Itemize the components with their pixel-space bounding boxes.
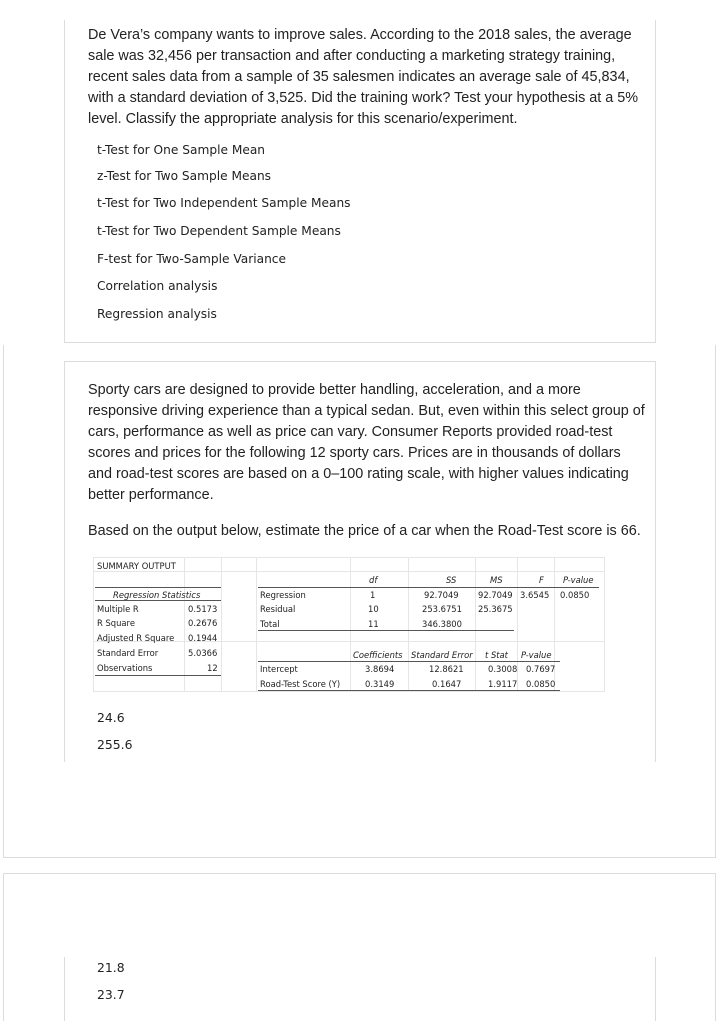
coef-header-t-stat: t Stat: [485, 650, 508, 660]
coef-value: 3.8694: [365, 664, 395, 674]
coef-header-p-value: P-value: [521, 650, 552, 660]
option-f-test[interactable]: F-test for Two-Sample Variance: [97, 252, 287, 266]
anova-header-f: F: [539, 575, 544, 585]
stat-label: R Square: [97, 618, 135, 628]
anova-ss: 253.6751: [422, 604, 462, 614]
coef-se: 0.1647: [432, 679, 462, 689]
anova-source: Total: [260, 619, 280, 629]
anova-header-p: P-value: [563, 575, 594, 585]
anova-header-df: df: [369, 575, 378, 585]
anova-df: 11: [368, 619, 379, 629]
stat-value: 12: [207, 663, 218, 673]
coef-t: 0.3008: [488, 664, 518, 674]
question-2-text: Sporty cars are designed to provide better handling, acceleration, and a more responsive driving experience than a typical sedan. But, even within this select group of cars, performance as well as price can vary. Consumer Reports provided road-test scores and prices for the following 12 sporty cars. Prices are in thousands of dollars and road-test scores are based on a 0–100 rating scale, with higher values indicating better performance.: [88, 382, 645, 503]
coef-p: 0.0850: [526, 679, 556, 689]
coef-p: 0.7697: [526, 664, 556, 674]
anova-header-ss: SS: [446, 575, 457, 585]
option-t-test-independent[interactable]: t-Test for Two Independent Sample Means: [97, 196, 351, 210]
answer-option-2[interactable]: 255.6: [97, 737, 133, 752]
regression-statistics-header: Regression Statistics: [113, 590, 201, 600]
stat-value: 0.5173: [188, 604, 218, 614]
stat-label: Multiple R: [97, 604, 139, 614]
regression-output-table: [93, 557, 605, 692]
anova-header-ms: MS: [490, 575, 503, 585]
anova-ss: 346.3800: [422, 619, 462, 629]
answer-option-1[interactable]: 24.6: [97, 710, 125, 725]
option-correlation[interactable]: Correlation analysis: [97, 279, 218, 293]
option-regression[interactable]: Regression analysis: [97, 307, 217, 321]
anova-ms: 25.3675: [478, 604, 513, 614]
anova-ms: 92.7049: [478, 590, 513, 600]
stat-value: 5.0366: [188, 648, 218, 658]
coef-header-standard-error: Standard Error: [411, 650, 473, 660]
option-t-test-dependent[interactable]: t-Test for Two Dependent Sample Means: [97, 224, 341, 238]
coef-value: 0.3149: [365, 679, 395, 689]
answer-option-4[interactable]: 23.7: [97, 987, 125, 1002]
question-2-prompt: Based on the output below, estimate the price of a car when the Road-Test score is 66.: [88, 523, 641, 539]
stat-label: Adjusted R Square: [97, 633, 175, 643]
stat-value: 0.1944: [188, 633, 218, 643]
coef-se: 12.8621: [429, 664, 464, 674]
answer-option-3[interactable]: 21.8: [97, 960, 125, 975]
coef-label: Intercept: [260, 664, 298, 674]
anova-source: Residual: [260, 604, 296, 614]
anova-df: 1: [370, 590, 376, 600]
anova-df: 10: [368, 604, 379, 614]
question-1-text: De Vera’s company wants to improve sales. According to the 2018 sales, the average sale was 32,456 per transaction and after conducting a marketing strategy training, recent sales data from a sample of 35 salesmen indicates an average sale of 45,834, with a standard deviation of 3,525. Did the training work? Test your hypothesis at a 5% level. Classify the appropriate analysis for this scenario/experiment.: [88, 27, 639, 127]
anova-f: 3.6545: [520, 590, 550, 600]
coef-t: 1.9117: [488, 679, 518, 689]
stat-label: Observations: [97, 663, 153, 673]
coef-label: Road-Test Score (Y): [260, 679, 341, 689]
stat-value: 0.2676: [188, 618, 218, 628]
stat-label: Standard Error: [97, 648, 159, 658]
option-t-test-one-sample[interactable]: t-Test for One Sample Mean: [97, 143, 266, 157]
anova-source: Regression: [260, 590, 306, 600]
option-z-test-two-sample[interactable]: z-Test for Two Sample Means: [97, 169, 272, 183]
anova-ss: 92.7049: [424, 590, 459, 600]
summary-output-title: SUMMARY OUTPUT: [97, 561, 176, 571]
coef-header-coefficients: Coefficients: [353, 650, 403, 660]
anova-p: 0.0850: [560, 590, 590, 600]
